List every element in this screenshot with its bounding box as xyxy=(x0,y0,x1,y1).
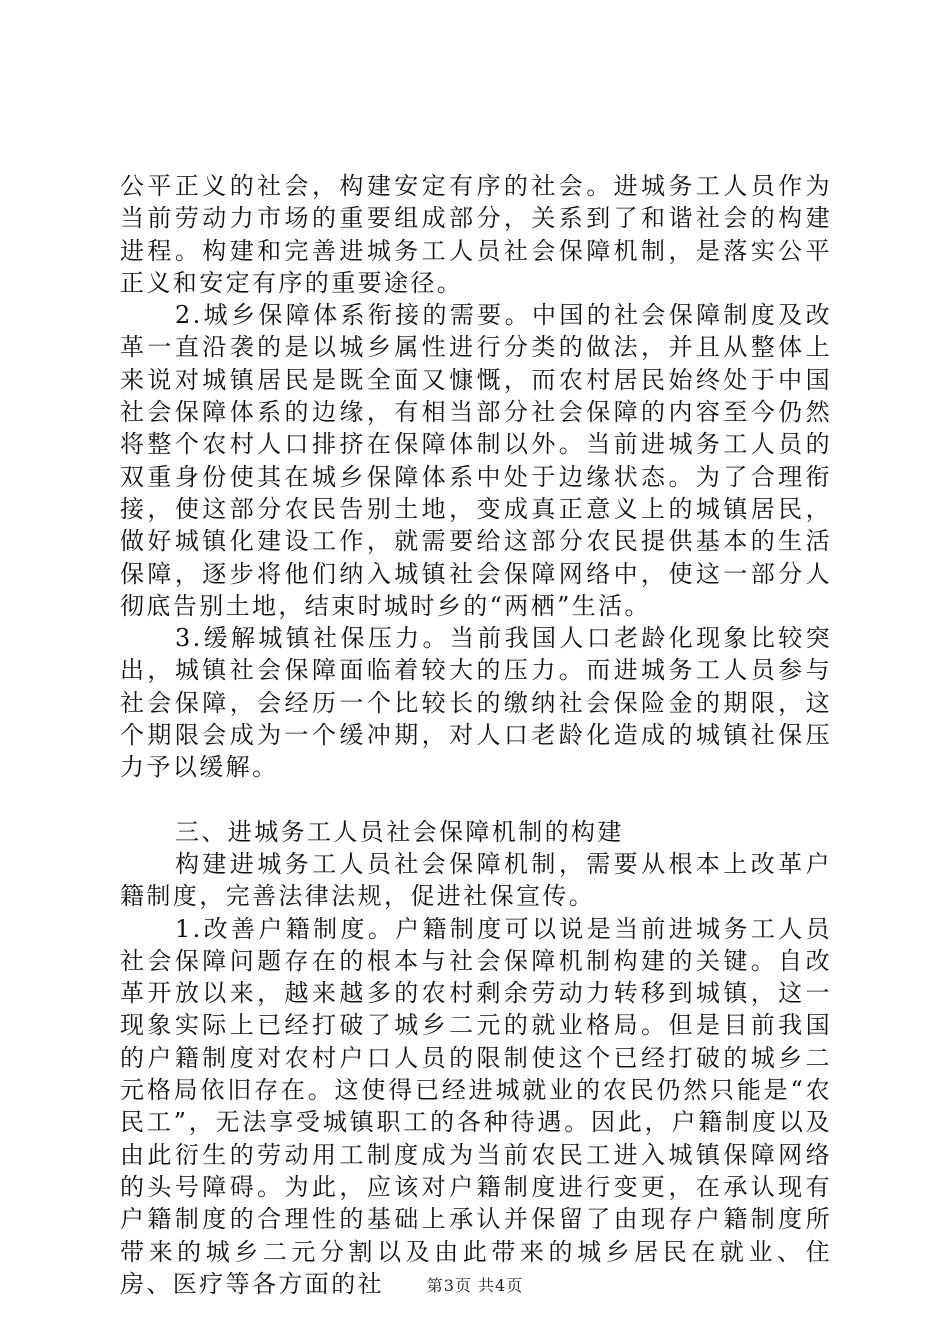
paragraph-ease-pressure: 3.缓解城镇社保压力。当前我国人口老龄化现象比较突出，城镇社会保障面临着较大的压力。而进城务工人员参与社会保障，会经历一个比较长的缴纳社会保险金的期限，这个期限会成为一个缓冲期，对人口老龄化造成的城镇社保压力予以缓解。 xyxy=(120,624,832,782)
paragraph-household-registration: 1.改善户籍制度。户籍制度可以说是当前进城务工人员社会保障问题存在的根本与社会保障机制构建的关键。自改革开放以来，越来越多的农村剩余劳动力转移到城镇，这一现象实际上已经打破了城乡二元的就业格局。但是目前我国的户籍制度对农村户口人员的限制使这个已经打破的城乡二元格局依旧存在。这使得已经进城就业的农民仍然只能是“农民工”，无法享受城镇职工的各种待遇。因此，户籍制度以及由此衍生的劳动用工制度成为当前农民工进入城镇保障网络的头号障碍。为此，应该对户籍制度进行变更，在承认现有户籍制度的合理性的基础上承认并保留了由现存户籍制度所带来的城乡二元分割以及由此带来的城乡居民在就业、住房、医疗等各方面的社 xyxy=(120,914,832,1298)
document-body xyxy=(120,170,832,1300)
paragraph-urban-rural-linkage: 2.城乡保障体系衔接的需要。中国的社会保障制度及改革一直沿袭的是以城乡属性进行分类的做法，并且从整体上来说对城镇居民是既全面又慷慨，而农村居民始终处于中国社会保障体系的边缘，有相当部分社会保障的内容至今仍然将整个农村人口排挤在保障体制以外。当前进城务工人员的双重身份使其在城乡保障体系中处于边缘状态。为了合理衔接，使这部分农民告别土地，变成真正意义上的城镇居民，做好城镇化建设工作，就需要给这部分农民提供基本的生活保障，逐步将他们纳入城镇社会保障网络中，使这一部分人彻底告别土地，结束时城时乡的“两栖”生活。 xyxy=(120,301,832,620)
paragraph-continuation: 公平正义的社会，构建安定有序的社会。进城务工人员作为当前劳动力市场的重要组成部分，关系到了和谐社会的构建进程。构建和完善进城务工人员社会保障机制，是落实公平正义和安定有序的重要途径。 xyxy=(120,172,832,297)
page-footer: 第3页 共4页 xyxy=(426,1276,524,1295)
section-heading: 三、进城务工人员社会保障机制的构建 xyxy=(175,817,624,846)
paragraph-section-intro: 构建进城务工人员社会保障机制，需要从根本上改革户籍制度，完善法律法规，促进社保宣传。 xyxy=(120,849,832,911)
